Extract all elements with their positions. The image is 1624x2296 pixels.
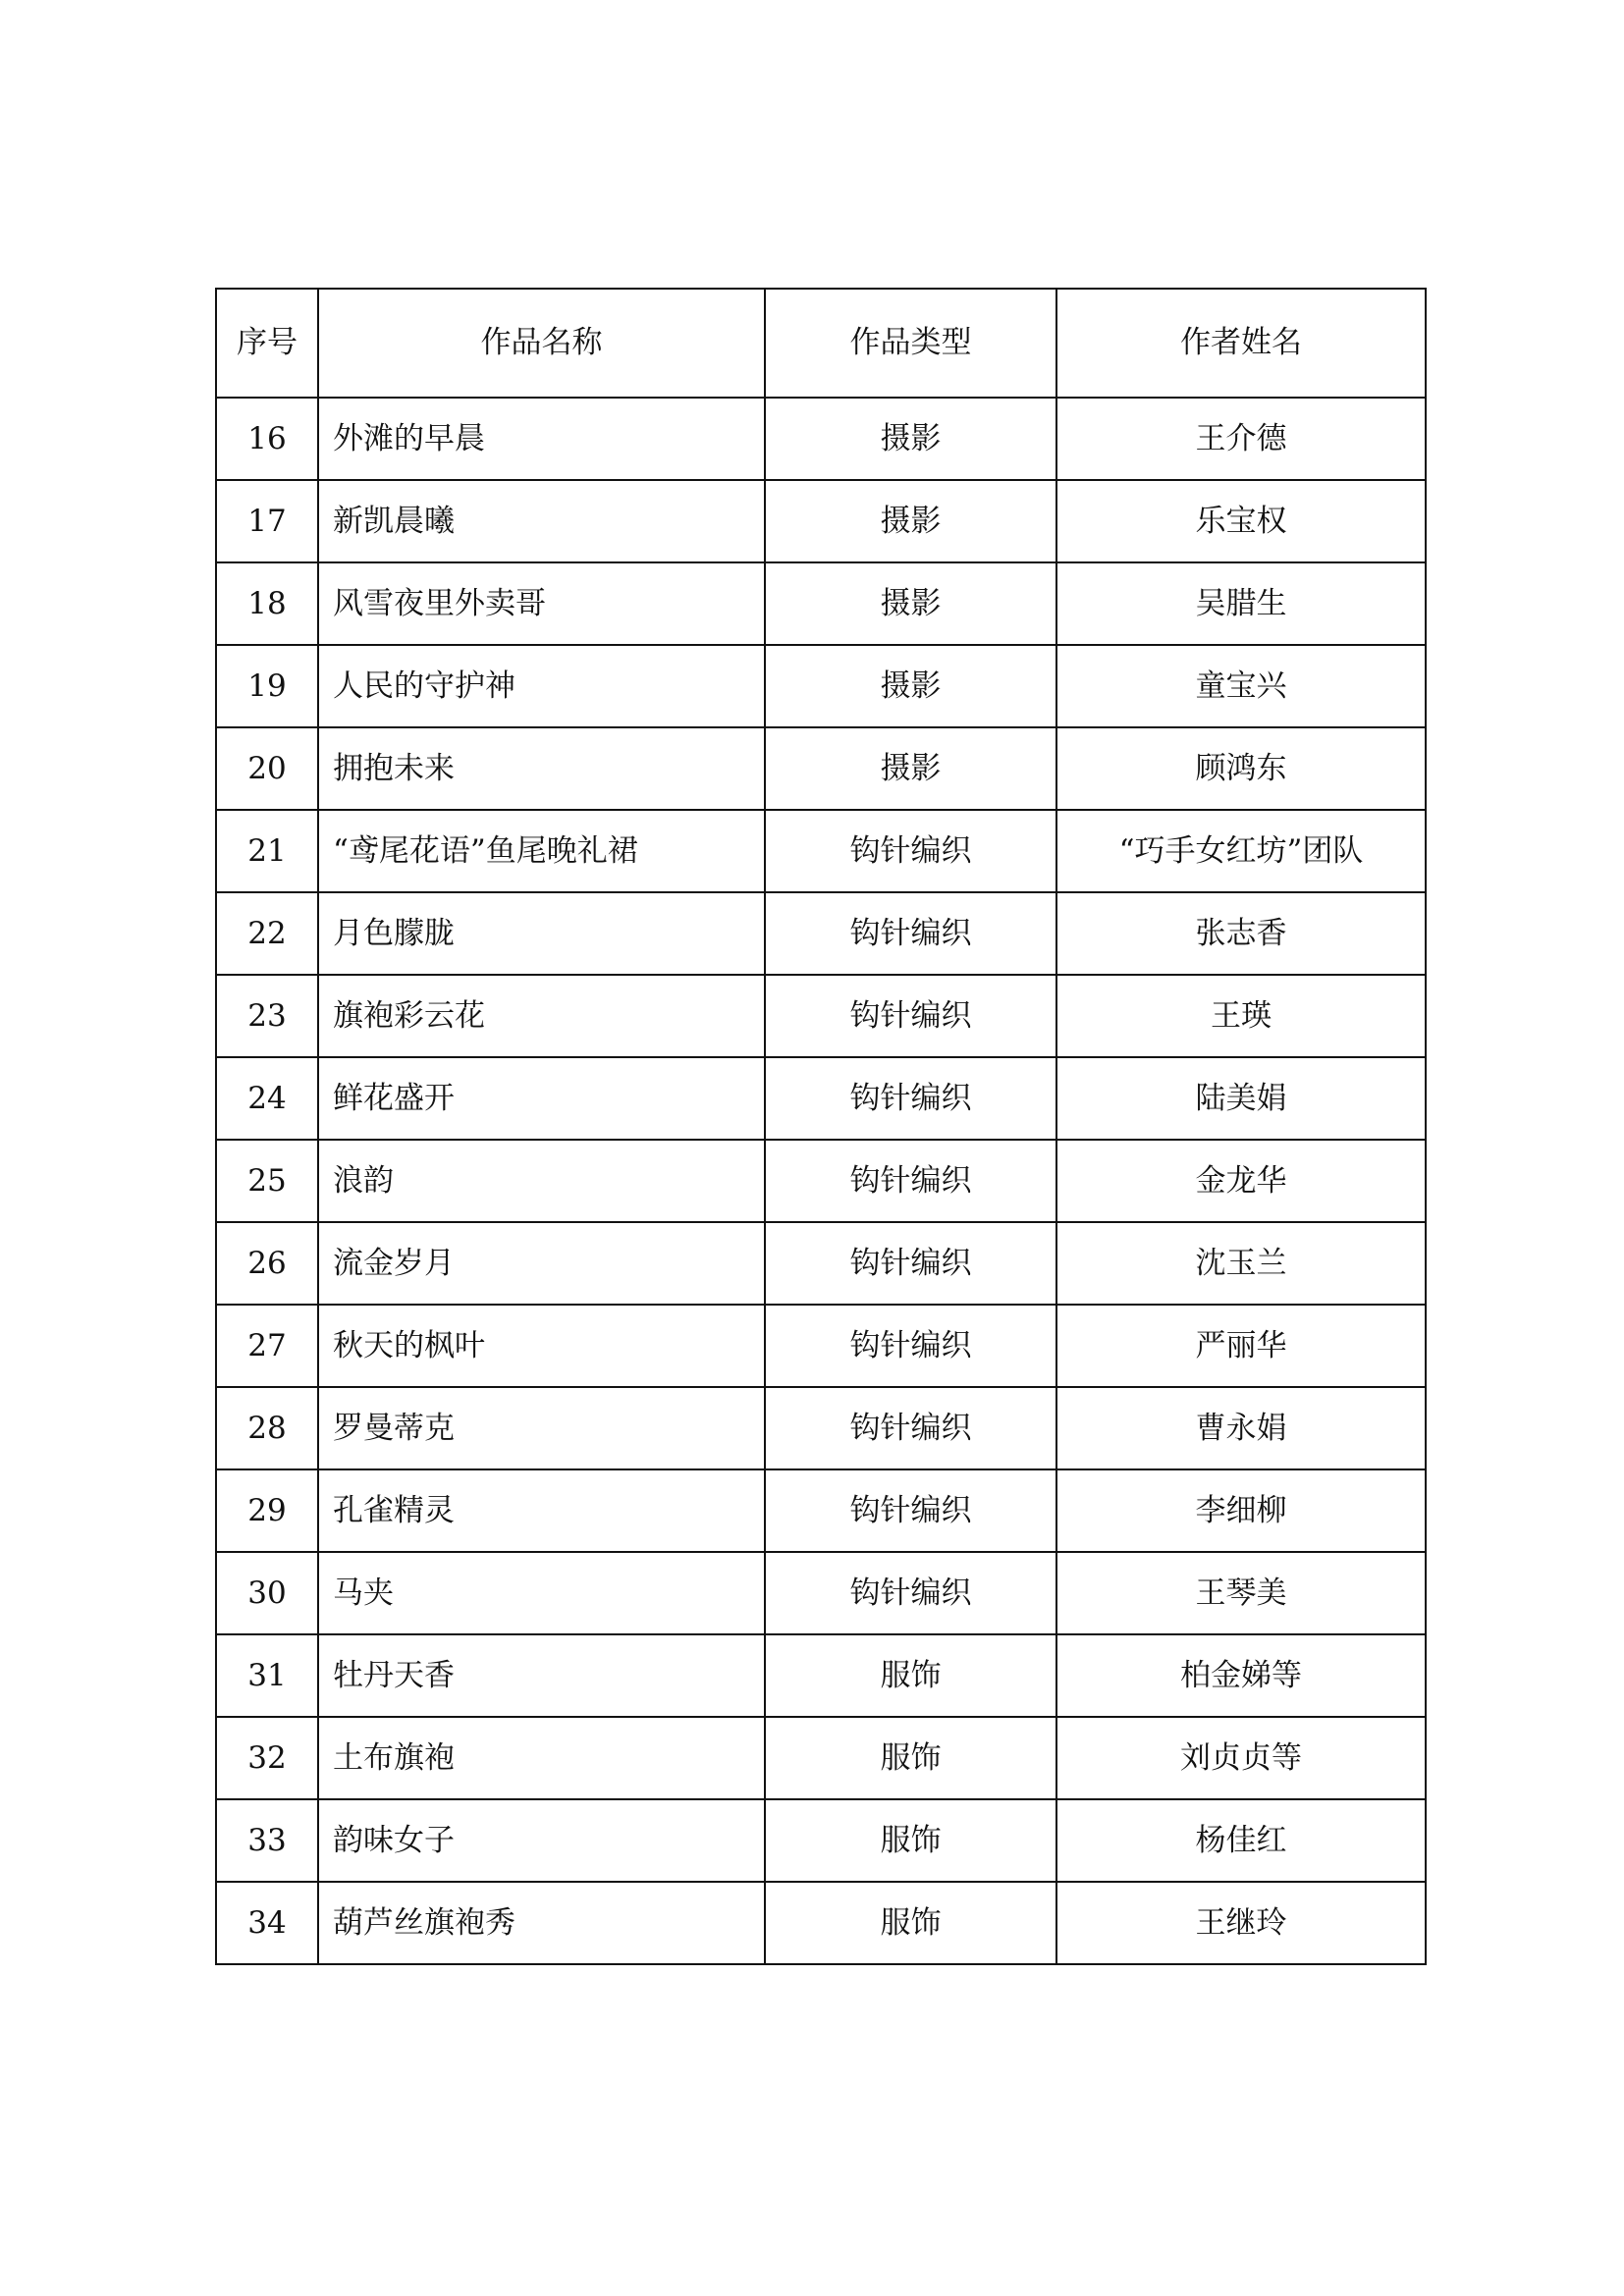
cell-serial-number: 32 bbox=[216, 1717, 318, 1799]
table-row bbox=[216, 727, 1426, 810]
cell-work-type: 服饰 bbox=[765, 1799, 1056, 1882]
table-row bbox=[216, 975, 1426, 1057]
table-row bbox=[216, 1882, 1426, 1964]
cell-work-name: “鸢尾花语”鱼尾晚礼裙 bbox=[318, 810, 765, 892]
header-serial-number: 序号 bbox=[216, 289, 318, 398]
cell-serial-number: 16 bbox=[216, 398, 318, 480]
cell-author-name: 王介德 bbox=[1056, 398, 1426, 480]
cell-work-type: 钩针编织 bbox=[765, 975, 1056, 1057]
cell-work-name: 秋天的枫叶 bbox=[318, 1305, 765, 1387]
cell-work-name: 月色朦胧 bbox=[318, 892, 765, 975]
cell-work-type: 钩针编织 bbox=[765, 1305, 1056, 1387]
cell-work-name: 风雪夜里外卖哥 bbox=[318, 562, 765, 645]
cell-author-name: 杨佳红 bbox=[1056, 1799, 1426, 1882]
cell-work-name: 韵味女子 bbox=[318, 1799, 765, 1882]
table-header bbox=[216, 289, 1426, 398]
cell-work-type: 服饰 bbox=[765, 1634, 1056, 1717]
table-row bbox=[216, 892, 1426, 975]
cell-serial-number: 33 bbox=[216, 1799, 318, 1882]
cell-work-type: 服饰 bbox=[765, 1882, 1056, 1964]
cell-author-name: 曹永娟 bbox=[1056, 1387, 1426, 1469]
cell-work-type: 摄影 bbox=[765, 645, 1056, 727]
works-table bbox=[215, 288, 1427, 1965]
cell-author-name: 刘贞贞等 bbox=[1056, 1717, 1426, 1799]
header-row bbox=[216, 289, 1426, 398]
cell-work-name: 葫芦丝旗袍秀 bbox=[318, 1882, 765, 1964]
cell-author-name: 陆美娟 bbox=[1056, 1057, 1426, 1140]
cell-work-type: 钩针编织 bbox=[765, 810, 1056, 892]
cell-work-type: 钩针编织 bbox=[765, 892, 1056, 975]
cell-serial-number: 18 bbox=[216, 562, 318, 645]
table-body bbox=[216, 398, 1426, 1964]
table-row bbox=[216, 480, 1426, 562]
cell-work-name: 新凯晨曦 bbox=[318, 480, 765, 562]
cell-serial-number: 23 bbox=[216, 975, 318, 1057]
cell-serial-number: 22 bbox=[216, 892, 318, 975]
cell-work-type: 摄影 bbox=[765, 480, 1056, 562]
table-row bbox=[216, 1634, 1426, 1717]
cell-serial-number: 19 bbox=[216, 645, 318, 727]
cell-work-name: 罗曼蒂克 bbox=[318, 1387, 765, 1469]
table-row bbox=[216, 1799, 1426, 1882]
cell-author-name: 童宝兴 bbox=[1056, 645, 1426, 727]
cell-author-name: 金龙华 bbox=[1056, 1140, 1426, 1222]
cell-serial-number: 28 bbox=[216, 1387, 318, 1469]
cell-author-name: 王瑛 bbox=[1056, 975, 1426, 1057]
cell-work-name: 拥抱未来 bbox=[318, 727, 765, 810]
table-row bbox=[216, 1305, 1426, 1387]
cell-author-name: 王琴美 bbox=[1056, 1552, 1426, 1634]
cell-work-type: 钩针编织 bbox=[765, 1057, 1056, 1140]
cell-author-name: 乐宝权 bbox=[1056, 480, 1426, 562]
cell-work-type: 摄影 bbox=[765, 727, 1056, 810]
table-row bbox=[216, 1717, 1426, 1799]
cell-work-name: 鲜花盛开 bbox=[318, 1057, 765, 1140]
cell-work-name: 牡丹天香 bbox=[318, 1634, 765, 1717]
cell-work-name: 浪韵 bbox=[318, 1140, 765, 1222]
header-work-name: 作品名称 bbox=[318, 289, 765, 398]
cell-author-name: 顾鸿东 bbox=[1056, 727, 1426, 810]
cell-serial-number: 26 bbox=[216, 1222, 318, 1305]
cell-work-type: 摄影 bbox=[765, 562, 1056, 645]
table-row bbox=[216, 645, 1426, 727]
cell-serial-number: 20 bbox=[216, 727, 318, 810]
table-row bbox=[216, 1469, 1426, 1552]
cell-work-type: 服饰 bbox=[765, 1717, 1056, 1799]
cell-serial-number: 29 bbox=[216, 1469, 318, 1552]
table-row bbox=[216, 1222, 1426, 1305]
cell-author-name: 王继玲 bbox=[1056, 1882, 1426, 1964]
cell-author-name: 严丽华 bbox=[1056, 1305, 1426, 1387]
cell-author-name: 柏金娣等 bbox=[1056, 1634, 1426, 1717]
table-row bbox=[216, 1387, 1426, 1469]
cell-serial-number: 25 bbox=[216, 1140, 318, 1222]
table-row bbox=[216, 562, 1426, 645]
header-work-type: 作品类型 bbox=[765, 289, 1056, 398]
cell-work-name: 马夹 bbox=[318, 1552, 765, 1634]
table-row bbox=[216, 1552, 1426, 1634]
cell-serial-number: 17 bbox=[216, 480, 318, 562]
cell-serial-number: 21 bbox=[216, 810, 318, 892]
cell-author-name: “巧手女红坊”团队 bbox=[1056, 810, 1426, 892]
cell-author-name: 吴腊生 bbox=[1056, 562, 1426, 645]
cell-work-type: 钩针编织 bbox=[765, 1387, 1056, 1469]
cell-author-name: 李细柳 bbox=[1056, 1469, 1426, 1552]
cell-serial-number: 24 bbox=[216, 1057, 318, 1140]
cell-work-name: 流金岁月 bbox=[318, 1222, 765, 1305]
cell-work-name: 旗袍彩云花 bbox=[318, 975, 765, 1057]
cell-work-name: 人民的守护神 bbox=[318, 645, 765, 727]
cell-author-name: 张志香 bbox=[1056, 892, 1426, 975]
cell-work-type: 钩针编织 bbox=[765, 1552, 1056, 1634]
cell-work-type: 钩针编织 bbox=[765, 1222, 1056, 1305]
cell-work-name: 外滩的早晨 bbox=[318, 398, 765, 480]
cell-serial-number: 34 bbox=[216, 1882, 318, 1964]
cell-serial-number: 31 bbox=[216, 1634, 318, 1717]
cell-work-type: 摄影 bbox=[765, 398, 1056, 480]
table-row bbox=[216, 1140, 1426, 1222]
cell-serial-number: 27 bbox=[216, 1305, 318, 1387]
table-row bbox=[216, 1057, 1426, 1140]
table-row bbox=[216, 398, 1426, 480]
cell-work-name: 孔雀精灵 bbox=[318, 1469, 765, 1552]
table-row bbox=[216, 810, 1426, 892]
cell-work-type: 钩针编织 bbox=[765, 1140, 1056, 1222]
cell-work-type: 钩针编织 bbox=[765, 1469, 1056, 1552]
cell-author-name: 沈玉兰 bbox=[1056, 1222, 1426, 1305]
cell-work-name: 土布旗袍 bbox=[318, 1717, 765, 1799]
cell-serial-number: 30 bbox=[216, 1552, 318, 1634]
header-author-name: 作者姓名 bbox=[1056, 289, 1426, 398]
